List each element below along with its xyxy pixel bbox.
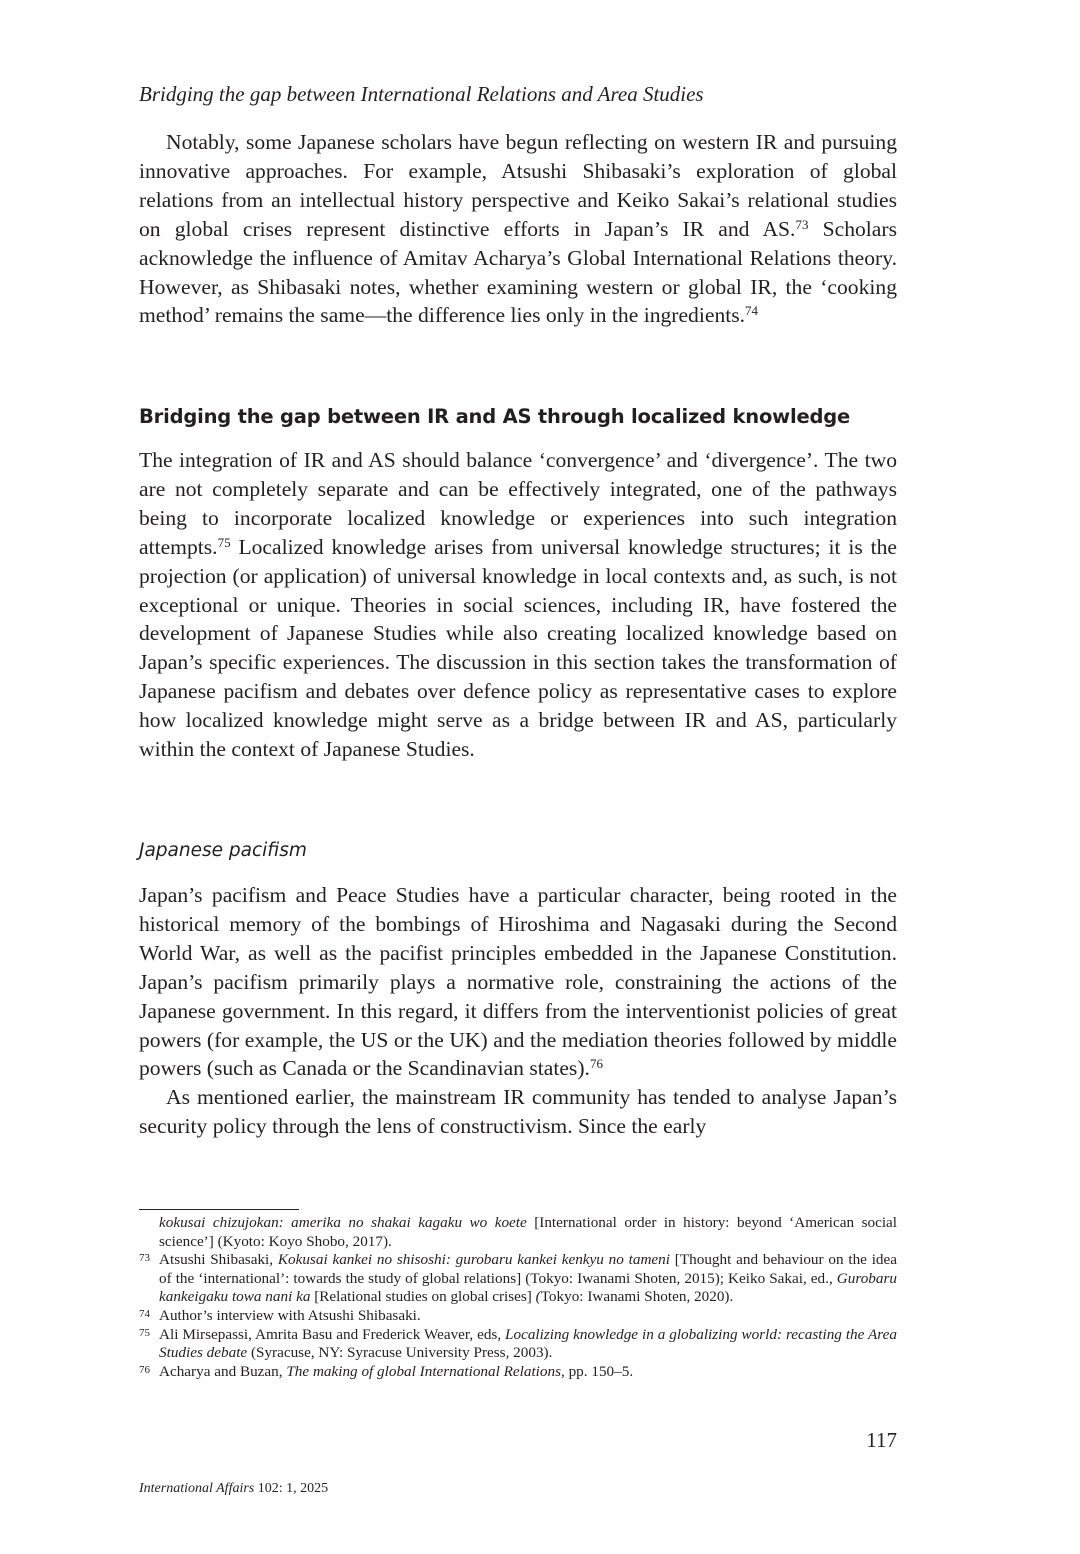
subsection-heading: Japanese pacifism bbox=[139, 840, 307, 861]
text-segment: Acharya and Buzan, bbox=[159, 1362, 287, 1380]
paragraph-text bbox=[139, 1083, 897, 1141]
text-segment: Tokyo: Iwanami Shoten, 2020). bbox=[540, 1288, 734, 1306]
text-segment: Ali Mirsepassi, Amrita Basu and Frederick Weaver, eds, bbox=[159, 1325, 506, 1343]
footnote-reference: 74 bbox=[745, 303, 759, 319]
italic-text: Localizing knowledge in a globalizing world: recasting the Area Studies debate bbox=[159, 1325, 897, 1362]
text-segment: [Relational studies on global crises] bbox=[310, 1288, 536, 1306]
italic-text: ( bbox=[535, 1288, 541, 1306]
body-paragraph bbox=[139, 446, 897, 764]
text-segment: Atsushi Shibasaki, bbox=[159, 1251, 278, 1269]
footnote-number: 76 bbox=[139, 1363, 150, 1376]
footnote-number: 74 bbox=[139, 1307, 150, 1320]
footnote-reference: 75 bbox=[217, 534, 231, 550]
text-segment: As mentioned earlier, the mainstream IR community has tended to analyse Japan’s security policy through the lens of constructivism. Since the early bbox=[139, 1085, 897, 1139]
paragraph-text bbox=[139, 446, 897, 764]
text-segment: Notably, some Japanese scholars have begun reflecting on western IR and pursuing innovative approaches. For example, Atsushi Shibasaki’s exploration of global relations from an intellectual history perspective and Keiko Sakai’s relational studies on global crises represent distinctive efforts in Japan’s IR and AS. bbox=[139, 130, 897, 241]
footnotes bbox=[139, 1214, 897, 1381]
page-number: 117 bbox=[866, 1428, 897, 1452]
italic-text: The making of global International Relations bbox=[286, 1362, 561, 1380]
italic-text: Kokusai kankei no shisoshi: gurobaru kankei kenkyu no tameni bbox=[277, 1251, 670, 1269]
journal-volume: 102: 1, 2025 bbox=[257, 1481, 329, 1496]
text-segment: Localized knowledge arises from universal knowledge structures; it is the projection (or application) of universal knowledge in local contexts and, as such, is not exceptional or unique. Theories in social sciences, including IR, have fostered the development of Japanese Studies while also creating localized knowledge based on Japan’s specific experiences. The discussion in this section takes the transformation of Japanese pacifism and debates over defence policy as representative cases to explore how localized knowledge might serve as a bridge between IR and AS, particularly within the context of Japanese Studies. bbox=[139, 534, 897, 762]
footnote bbox=[139, 1307, 897, 1326]
text-segment: Author’s interview with Atsushi Shibasaki. bbox=[159, 1306, 421, 1324]
footnote bbox=[139, 1214, 897, 1251]
paragraph-text bbox=[139, 881, 897, 1083]
journal-footer bbox=[139, 1481, 328, 1497]
footnote-divider bbox=[139, 1209, 299, 1210]
footnote-reference: 73 bbox=[795, 216, 809, 232]
running-head: Bridging the gap between International Relations and Area Studies bbox=[139, 82, 704, 106]
italic-text: kokusai chizujokan: amerika no shakai kagaku wo koete bbox=[159, 1214, 527, 1231]
footnote bbox=[139, 1326, 897, 1363]
footnote-number: 75 bbox=[139, 1326, 150, 1339]
footnote bbox=[139, 1363, 897, 1382]
text-segment: Japan’s pacifism and Peace Studies have a particular character, being rooted in the historical memory of the bombings of Hiroshima and Nagasaki during the Second World War, as well as the pacifist principles embedded in the Japanese Constitution. Japan’s pacifism primarily plays a normative role, constraining the actions of the Japanese government. In this regard, it differs from the interventionist policies of great powers (for example, the US or the UK) and the mediation theories followed by middle powers (such as Canada or the Scandinavian states). bbox=[139, 883, 897, 1081]
body-paragraph bbox=[139, 128, 897, 330]
footnote-reference: 76 bbox=[589, 1056, 603, 1072]
text-segment: [Thought and behaviour on the idea of the ‘international’: towards the study of global relations] (Tokyo: Iwanami Shoten, 2015); Keiko Sakai, ed., bbox=[159, 1251, 898, 1287]
text-segment: [International order in history: beyond ‘American social science’] (Kyoto: Koyo Shobo, 2017). bbox=[159, 1214, 897, 1250]
text-segment: The integration of IR and AS should balance ‘convergence’ and ‘divergence’. The two are not completely separate and can be effectively integrated, one of the pathways being to incorporate localized knowledge or experiences into such integration attempts. bbox=[139, 448, 897, 559]
paragraph-text bbox=[139, 128, 897, 330]
footnote bbox=[139, 1251, 897, 1307]
section-heading: Bridging the gap between IR and AS through localized knowledge bbox=[139, 405, 851, 428]
text-segment: , pp. 150–5. bbox=[560, 1362, 634, 1380]
text-segment: (Syracuse, NY: Syracuse University Press, 2003). bbox=[247, 1344, 553, 1362]
footnote-number: 73 bbox=[139, 1252, 150, 1265]
journal-name: International Affairs bbox=[139, 1481, 255, 1496]
text-segment: Scholars acknowledge the influence of Amitav Acharya’s Global International Relations theory. However, as Shibasaki notes, whether examining western or global IR, the ‘cooking method’ remains the same—the difference lies only in the ingredients. bbox=[139, 216, 897, 328]
body-paragraph bbox=[139, 881, 897, 1141]
italic-text: Gurobaru kankeigaku towa nani ka bbox=[159, 1269, 897, 1306]
